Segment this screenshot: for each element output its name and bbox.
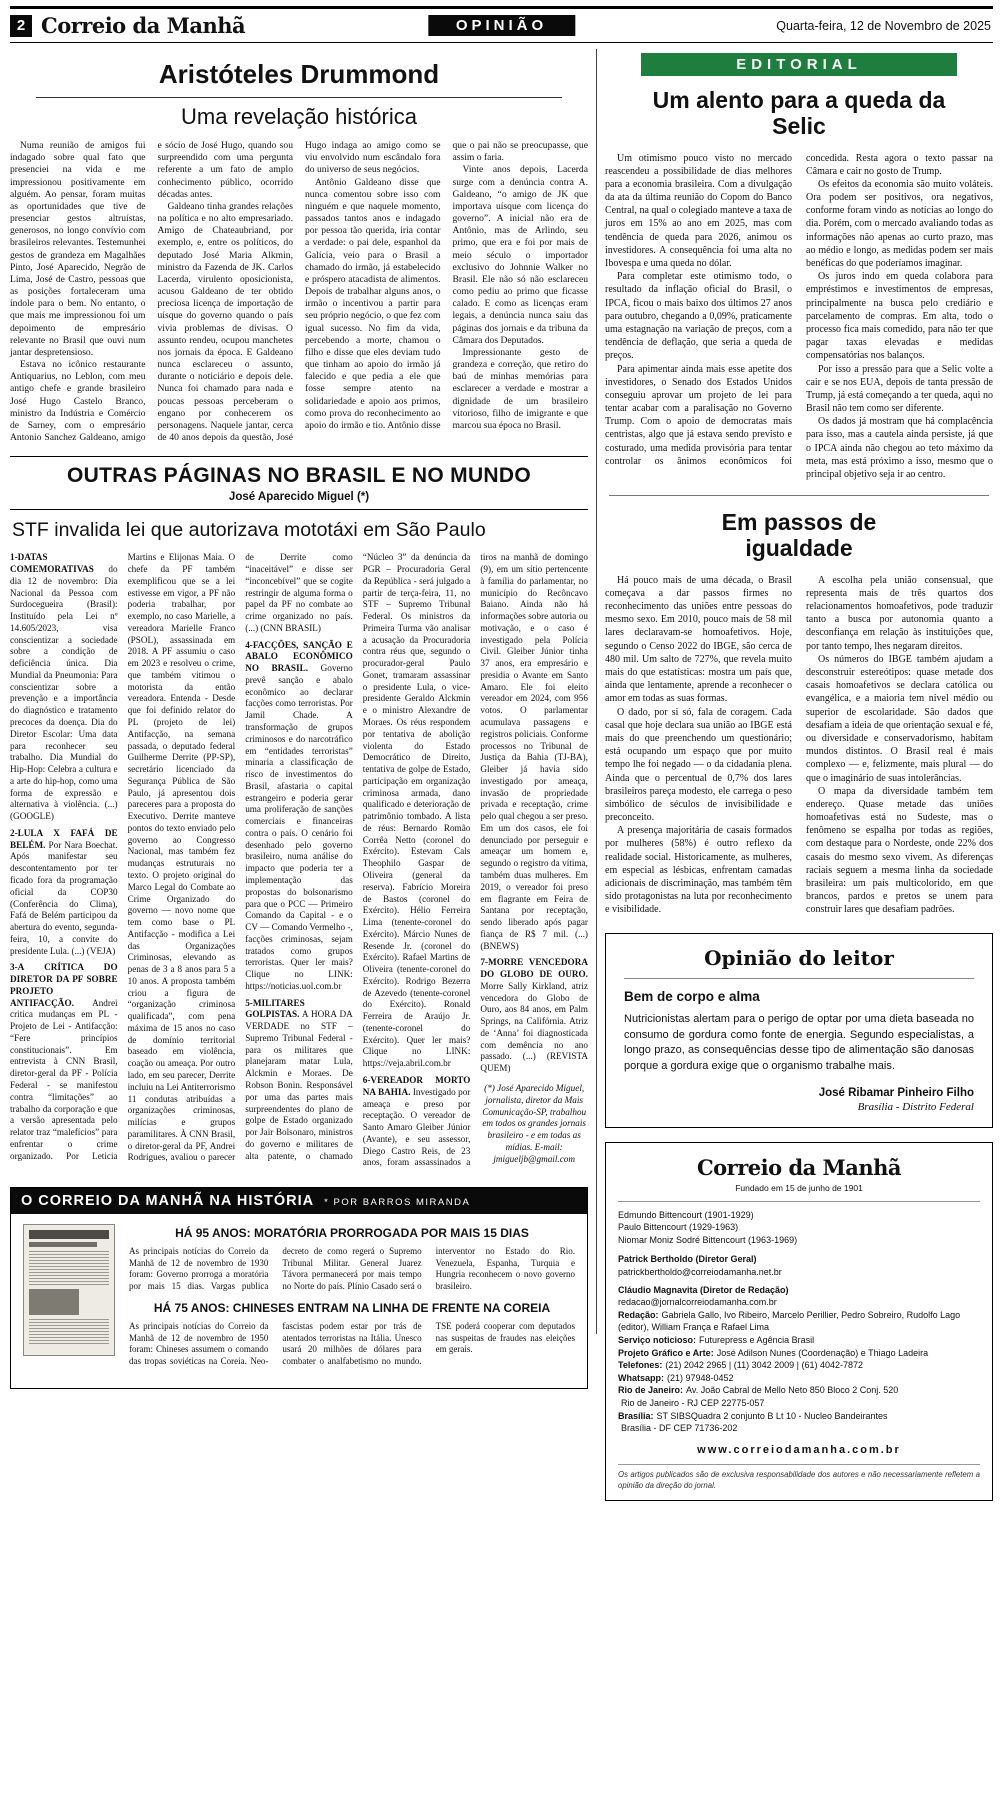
item-body: do dia 12 de novembro: Dia Nacional da Pessoa com Surdocegueira (Brasil): Instituído pela Lei nº 14.605/2023, visa conscientizar a sociedade sobre a condição de deficiência única. Dia Mundial da Pneumonia: Para conscientizar sobre a prevenção e a importância do diagnóstico e tratamento precoces da doença. Dia do Diretor Escolar: Uma data para reconhecer seu trabalho. Dia Mundial do Hip-Hop: Celebra a cultura e a arte do hip-hop, como uma forma de expressão e alternativa à violência. (...) (GOOGLE): [10, 564, 118, 822]
staff-line: [618, 1372, 980, 1385]
staff-line-label: Whatsapp:: [618, 1372, 664, 1383]
item-lead: 6-VEREADOR MORTO NA BAHIA.: [362, 1074, 471, 1097]
history-header: [11, 1188, 587, 1214]
history-item-heading: HÁ 75 ANOS: CHINESES ENTRAM NA LINHA DE FRENTE NA COREIA: [153, 1300, 551, 1315]
reader-opinion-title: Opinião do leitor: [704, 945, 894, 970]
editorial-flag: EDITORIAL: [641, 53, 957, 76]
column-author-name: Aristóteles Drummond: [158, 59, 440, 89]
address-line-label: Rio de Janeiro:: [618, 1385, 684, 1396]
item-lead: 4-FACÇÕES, SANÇÃO E ABALO ECONÔMICO NO BRASIL.: [245, 639, 353, 674]
section-title: OUTRAS PÁGINAS NO BRASIL E NO MUNDO: [67, 464, 531, 488]
article-paragraph: Há pouco mais de uma década, o Brasil começava a dar passos firmes no reconhecimento das uniões entre pessoas do mesmo sexo. Em 2010, pouco mais de 58 mil lares declaravam-se homoafetivos. Hoje, segundo o Censo 2022 do IBGE, são cerca de 480 mil. Um salto de 727%, que revela muito mais do que estatísticas: mostra um país que, ainda que lentamente, aprende a reconhecer o amor em todas as suas formas.: [605, 574, 792, 705]
section-flag: OPINIÃO: [428, 15, 575, 36]
news-item: [10, 552, 118, 823]
thumbnail-headline: [29, 1242, 97, 1247]
director-email[interactable]: patrickbertholdo@correiodamanha.net.br: [618, 1266, 782, 1277]
letter-body: Nutricionistas alertam para o perigo de optar por uma dieta baseada no consumo de gordura como fonte de energia. Segundo especialistas, a longo prazo, as consequências desse tipo de alimentação são danosas porque a gordura exige que o organismo trabalhe mais.: [624, 1012, 974, 1073]
editor-line: Cláudio Magnavita (Diretor de Redação): [618, 1284, 789, 1295]
staff-line: [618, 1347, 980, 1360]
item-body: Investigado por ameaça e preso por receptação. O vereador de Santo Amaro Gleiber Júnior (Avante), e seu assessor, Diego Castro Reis, de 23 anos, foram assassinados a tiros na manhã de domingo (9), em um sítio pertencente à família do parlamentar, no município do Recôncavo Baiano. Ainda não há informações sobre autoria ou motivação, e o caso é investigado pela Polícia Civil. Gleiber Júnior tinha 37 anos, era empresário e presidia o Avante em Santo Amaro. Ele foi eleito vereador em 2024, com 956 votos. O parlamentar acumulava passagens e registros policiais. Conforme processos no Tribunal de Justiça da Bahia (TJ-BA), Gleiber já havia sido investigado por ameaça, invasão de propriedade privada e receptação, crime pelo qual chegou a ser preso. Em um dos casos, ele foi denunciado por perseguir e ameaçar um homem e, segundo o registro da vítima, também duas mulheres. Em 2019, o vereador foi preso em flagrante em Feira de Santana por receptação, sendo liberado após pagar fiança de R$ 7 mil. (...) (BNEWS): [362, 552, 588, 1168]
reader-opinion-box: [605, 933, 993, 1129]
founders-list: [618, 1209, 980, 1247]
article-paragraph: Estava no icônico restaurante Antiquarius, no Leblon, com meu antigo chefe e grande brasileiro José Hugo Castelo Branco, ministro da Indústria e Comércio de Sarney, com o empresário Antonio Sanchez Galdeano, amigo e sócio de José Hugo, quando sou surpreendido com uma pergunta referente a um fato de amplo conhecimento público, ocorrido décadas antes.: [10, 140, 293, 444]
horizontal-rule: [10, 509, 588, 510]
editorial-body: [605, 152, 993, 482]
thumbnail-text-lines: [29, 1319, 109, 1345]
address-line: [618, 1422, 980, 1435]
letter-title: Bem de corpo e alma: [624, 988, 760, 1004]
editorial-title: Um alento para a queda da Selic: [652, 87, 946, 139]
address-line-text: Brasília - DF CEP 71736-202: [621, 1423, 738, 1434]
website-link[interactable]: www.correiodamanha.com.br: [697, 1443, 901, 1456]
masthead-founded: Fundado em 15 de junho de 1901: [618, 1183, 980, 1202]
article-paragraph: O dado, por si só, fala de coragem. Cada casal que hoje declara sua união ao IBGE está mais do que preenchendo um questionário; está ocupando um espaço que por muito tempo lhe foi negado — o da cidadania plena. Ainda que o percentual de 0,7% dos lares brasileiros pareça modesto, ele carrega o peso simbólico de séculos de invisibilidade e preconceito.: [605, 706, 792, 824]
history-item: [129, 1301, 575, 1368]
staff-line: [618, 1334, 980, 1347]
outras-paginas-section: [10, 456, 588, 1169]
address-line-text: Rio de Janeiro - RJ CEP 22775-057: [621, 1397, 765, 1408]
item-lead: 3-A CRÍTICA DO DIRETOR DA PF SOBRE PROJETO ANTIFACÇÃO.: [10, 962, 118, 1008]
staff-line-text: (21) 97948-0452: [667, 1372, 734, 1383]
article-paragraph: Os números do IBGE também ajudam a desconstruir estereótipos: quase metade dos casais homoafetivos se declara católica ou evangélica, e a maioria tem nível médio ou superior de escolaridade. São dados que desafiam a ideia de que orientação sexual e fé, ou diversidade e conservadorismo, habitam mundos distintos. O Brasil real é mais complexo — e, felizmente, mais plural — do que o imaginário de suas intolerâncias.: [806, 653, 993, 784]
article-paragraph: Para apimentar ainda mais esse apetite dos investidores, o Senado dos Estados Unidos conseguiu aprovar um projeto de lei para tentar acabar com a paralisação no Governo Trump. Com o apoio de democratas mais centristas, algo que já estava sendo previsto e costurado, uma medida provisória para tentar controlar os ânimos econômicos foi concedida. Resta agora o texto passar na Câmara e cair no gosto de Trump.: [605, 152, 993, 467]
article-paragraph: Os dados já mostram que há complacência para isso, mas a cautela ainda persiste, já que o IPCA ainda não chegou ao teto máximo da meta, mas está próximo a isso, mesmo que o principal objetivo seja ir ao centro.: [806, 416, 993, 480]
staff-line-label: Projeto Gráfico e Arte:: [618, 1347, 714, 1358]
history-item-body: As principais notícias do Correio da Manhã de 12 de novembro de 1930 foram: Governo prorroga a moratória por mais 15 dias. Vargas publica decreto de como regerá o Supremo Tribunal Militar. General Juarez Távora permanecerá por mais tempo no Norte do país. Plínio Casado será o interventor no Estado do Rio. Venezuela, Espanha, Turquia e Hungria reconhecem o novo governo brasileiro.: [129, 1246, 575, 1292]
thumbnail-masthead: [29, 1230, 109, 1239]
article-paragraph: Um otimismo pouco visto no mercado reascendeu a possibilidade de dias melhores para a economia brasileira. Com a divulgação da ata da última reunião do Copom do Banco Central, na qual o colegiado manteve a taxa de juros em 15% ao ano em 2025, mas com tendência de queda para 2026, animou os investidores. A consequência foi uma alta no Ibovespa e uma queda no dólar.: [605, 152, 792, 269]
item-body: Governo prevê sanção e abalo econômico ao declarar facções como terroristas. Por Jamil Chade. A transformação de grupos criminosos e do narcotráfico em “entidades terroristas” minaria a classificação de risco de investimentos do Brasil, afastaria o capital estrangeiro e poderia gerar uma proliferação de sanções comerciais e financeiras contra o país. O cenário foi desenhado pelo governo brasileiro, numa análise do impacto que poderia ter a implementação das propostas do bolsonarismo para que o PCC — Primeiro Comando da Capital - e o CV — Comando Vermelho -, facções criminosas, sejam tratados como grupos terroristas. Quer ler mais? Clique no LINK: https://noticias.uol.com.br: [245, 663, 353, 991]
item-body: Andrei critica mudanças em PL - Projeto de Lei - Antifacção: “Fere princípios constitucionais”. Em entrevista à CNN Brasil, diretor-geral da PF - Polícia Federal - se manifestou contra “limitações” ao trabalho da corporação e que a versão apresentada pelo relator traz “malefícios” para enfrentar o crime organizado. Por Leticia Martins e Elijonas Maia. O chefe da PF também exemplificou que se a lei estivesse em vigor, a PF não poderia trabalhar, por exemplo, no caso Marielle, a vereadora Marielle Franco (PSOL), assassinada em 2018. A PF assumiu o caso em 2023 e resolveu o crime, que também vitimou o motorista da então vereadora. Entenda - Desde que foi definido relator do PL (projeto de lei) Antifacção, na semana passada, o deputado federal Guilherme Derrite (PP-SP), secretário licenciado da Segurança Pública de São Paulo, já apresentou dois pareceres para a proposta do Executivo. Derrite manteve pontos do texto enviado pelo governo ao Congresso Nacional, mas também fez mudanças estruturais no texto. O projeto original do Marco Legal do Combate ao Crime Organizado do governo — novo nome que tem como base o PL Antifacção - modifica a Lei das Organizações Criminosas, elevando as penas de 3 a 8 anos para 5 a 10 anos. A proposta também criou a figura de “organização criminosa qualificada”, com pena máxima de 15 anos no caso de domínio territorial baseado em violência, coação ou ameaça. Por outro lado, em seu parecer, Derrite incluiu na Lei Antiterrorismo 11 condutas atribuídas a organizações criminosas, milícias e grupos paramilitares. À CNN Brasil, o diretor-geral da PF, Andrei Rodrigues, avaliou o parecer de Derrite como “inaceitável” e disse ser “inconcebível” que se cogite restringir de alguma forma o papel da PF no combate ao crime organizado no país. (...) (CNN BRASIL): [10, 552, 353, 1163]
article-paragraph: Antônio Galdeano disse que nunca comentou sobre isso com ninguém e que naquele momento, passados tantos anos e indagado por pessoa tão querida, iria contar a verdade: o pai dele, espanhol da Galícia, veio para o Brasil a chamado do irmão, já estabelecido e próspero atacadista de alimentos. Depois de trabalhar alguns anos, o irmão o incentivou a partir para seu próprio negócio, o que fez com igual sucesso. No fim da vida, percebendo a morte, chamou o filho e disse que eles deviam tudo que tinham ao apoio do irmão já falecido e que pedia a ele que fosse sempre atento na solidariedade e apoio aos primos, como prova do reconhecimento ao apoio do irmão e tio. Antônio disse que o pai não se preocupasse, que assim o faria.: [305, 140, 588, 431]
article-body: [10, 140, 588, 444]
history-item-body: As principais notícias do Correio da Manhã de 12 de novembro de 1950 foram: Chineses assumem o comando das tropas soviéticas na Coreia. Neo-fascistas podem estar por trás de atentados terroristas na Itália. Unesco usará 20 milhões de dólares para combater o analfabetismo no mundo. TSE poderá cooperar com deputados nas suspeitas de fraudes nas eleições em gerais.: [129, 1320, 575, 1366]
masthead-logo: Correio da Manhã: [696, 1155, 902, 1181]
staff-line: [618, 1309, 980, 1334]
page-header: [10, 6, 993, 43]
masthead-disclaimer: Os artigos publicados são de exclusiva responsabilidade dos autores e não necessariamente refletem a opinião da direção do jornal.: [618, 1464, 980, 1492]
item-body: A HORA DA VERDADE no STF – Supremo Tribunal Federal - para os militares que planejaram matar Lula, Alckmin e Moraes. De Robson Bonin. Responsável por uma das partes mais surpreendentes do plano de golpe de Estado organizado por Jair Bolsonaro, ministros do governo e militares de alta patente, o chamado “Núcleo 3” da denúncia da PGR – Procuradoria Geral da República - será julgado a partir de terça-feira, 11, no STF – Supremo Tribunal Federal. Os ministros da Primeira Turma vão analisar a acusação da Procuradoria contra réus que, segundo o procurador-geral Paulo Gonet, tramaram assassinar o presidente Lula, o vice-presidente Geraldo Alckmin e o ministro Alexandre de Moraes. Os réus respondem por tentativa de abolição violenta do Estado Democrático de Direito, tentativa de golpe de Estado, participação em organização criminosa armada, dano qualificado e deterioração de patrimônio tombado. A lista de réus: Bernardo Romão Corrêa Netto (coronel do Exército). Estevam Cals Theophilo Gaspar de Oliveira (general da reserva). Fabrício Moreira de Bastos (coronel do Exército). Hélio Ferreira Lima (tenente-coronel do Exército). Márcio Nunes de Resende Jr. (coronel do Exército). Rafael Martins de Oliveira (tenente-coronel do Exército). Rodrigo Bezerra de Azevedo (tenente-coronel do Exército). Ronald Ferreira de Araújo Jr. (tenente-coronel do Exército). Quer ler mais? Clique no LINK: https://veja.abril.com.br: [245, 552, 471, 1161]
news-item: [10, 828, 118, 957]
horizontal-rule: [624, 978, 974, 979]
article-paragraph: Numa reunião de amigos fui indagado sobre qual fato que presenciei na vida e me impressionou positivamente em alguém. Ao pensar, foram muitas as oportunidades que tive de presenciar gestos altruístas, generosos, no longo convívio com brasileiros relevantes. Testemunhei gestos de grandeza em Magalhães Pinto, José Aparecido, Negrão de Lima, José de Castro, pessoas que as posições fortaleceram uma índole para o bem. No entanto, o que mais me impressionou foi um depoimento de empresário relevante no Brasil que ouvi num jantar despretensioso.: [10, 140, 146, 358]
article-title: Uma revelação histórica: [181, 104, 417, 129]
address-line-label: Brasília:: [618, 1410, 654, 1421]
second-editorial-title: Em passos de igualdade: [721, 509, 877, 561]
history-item-heading: HÁ 95 ANOS: MORATÓRIA PRORROGADA POR MAIS 15 DIAS: [175, 1226, 529, 1241]
staff-line-text: (21) 2042 2965 | (11) 3042 2009 | (61) 4042-7872: [665, 1360, 863, 1371]
item-lead: 5-MILITARES GOLPISTAS.: [245, 997, 305, 1020]
article-paragraph: Por isso a pressão para que a Selic volte a cair e se nos EUA, depois de tanta pressão de Trump, já está começando a ter queda, aqui no Brasil não tem como ser diferente.: [806, 363, 993, 415]
address-line-text: ST SIBSQuadra 2 conjunto B Lt 10 - Nucleo Bandeirantes: [656, 1410, 888, 1421]
horizontal-rule: [609, 495, 989, 496]
article-paragraph: Os efeitos da economia são muito voláteis. Ora podem ser positivos, ora negativos, conforme foram vindo as notícias ao longo do dia. Porém, com o mercado avaliando todas as informações não apenas ao curto prazo, mas ao médio e longo, as medidas podem ser mais benéficas do que poderíamos imaginar.: [806, 178, 993, 269]
article-paragraph: Vinte anos depois, Lacerda surge com a denúncia contra A. Galdeano, “o amigo de JK que importava uísque com licença do governo”. A inicial não era de Antônio, mas de Arlindo, seu primo, que era e foi por mais de meio século o importador exclusivo do Johnnie Walker no Brasil. Ele não só não esclareceu como pediu ao primo que ficasse calado. E como as licenças eram legais, a denúncia nunca saiu das páginas dos jornais e da tribuna da Câmara dos Deputados.: [452, 164, 588, 346]
second-editorial-body: [605, 574, 993, 917]
news-item: [480, 957, 588, 1075]
item-lead: 1-DATAS COMEMORATIVAS: [10, 552, 94, 575]
article-paragraph: Galdeano tinha grandes relações na política e no alto empresariado. Amigo de Chateaubriand, por exemplo, e, entre os políticos, do deputado José Maria Alkmin, ministro da Fazenda de JK. Carlos Lacerda, virulento oposicionista, acusou Galdeano de ter obtido preciosa licença de importação de uísque do governo quando o país vivia problemas de divisas. O assunto rendeu, ocupou manchetes nos jornais da época. E Galdeano nunca esclareceu o assunto, durante o noticiário e depois dele. Nunca foi chamado para nada e poucas pessoas perceberam o engano por conhecerem os personagens. Naquele jantar, cerca de 40 anos depois da questão, José Hugo indaga ao amigo como se viu envolvido num escândalo fora do universo de seus negócios.: [157, 140, 441, 444]
staff-line-label: Serviço noticioso:: [618, 1334, 697, 1345]
newspaper-logo: Correio da Manhã: [41, 13, 246, 38]
news-headline: STF invalida lei que autorizava mototáxi em São Paulo: [12, 519, 486, 542]
right-section: [605, 47, 993, 1501]
staff-line-text: Gabriela Gallo, Ivo Ribeiro, Marcelo Perillier, Pedro Sobreiro, Rudolfo Lago (editor), William França e Rafael Lima: [618, 1309, 961, 1333]
masthead-box: [605, 1142, 993, 1501]
staff-line-label: Telefones:: [618, 1360, 663, 1371]
history-item: [129, 1226, 575, 1293]
staff-line-label: Redação:: [618, 1309, 659, 1320]
thumbnail-photo: [29, 1289, 79, 1315]
history-title: O CORREIO DA MANHÃ NA HISTÓRIA: [21, 1193, 315, 1210]
horizontal-rule: [36, 97, 562, 98]
news-items: [10, 552, 588, 1169]
article-paragraph: Impressionante gesto de grandeza e correção, que retiro do baú de minhas memórias para esclarecer a verdade e mostrar a dignidade de um brasileiro vitorioso, filho de imigrante e que marcou sua época no Brasil.: [452, 346, 588, 431]
article-paragraph: Para completar este otimismo todo, o resultado da inflação oficial do Brasil, o IPCA, ficou o mais baixo dos últimos 27 anos para outubro, chegando a 0,09%, praticamente uma estagnação na variação de preços, com a tendência de deflação, que seria a queda de preços.: [605, 271, 792, 362]
article-paragraph: A presença majoritária de casais formados por mulheres (58%) é outro reflexo da realidade social. Historicamente, as mulheres, em especial as lésbicas, enfrentam camadas adicionais de discriminação, mas também têm sido protagonistas na luta por reconhecimento e visibilidade.: [605, 825, 792, 916]
address-line: [618, 1410, 980, 1423]
founder-line: Edmundo Bittencourt (1901-1929): [618, 1209, 754, 1220]
staff-line: [618, 1359, 980, 1372]
history-box: [10, 1187, 588, 1389]
staff-line-text: Futurepress e Agência Brasil: [699, 1334, 815, 1345]
column-divider: [596, 49, 597, 1334]
historic-front-page-image: [23, 1224, 115, 1356]
left-section: [10, 47, 588, 1501]
editor-email[interactable]: redacao@jornalcorreiodamanha.com.br: [618, 1297, 777, 1308]
letter-location: Brasília - Distrito Federal: [857, 1101, 974, 1114]
history-byline: * POR BARROS MIRANDA: [324, 1197, 471, 1209]
news-item: [245, 640, 353, 993]
founder-line: Niomar Moniz Sodré Bittencourt (1963-1969): [618, 1234, 798, 1245]
author-footnote: (*) José Aparecido Miguel, jornalista, diretor da Mais Comunicação-SP, trabalhou em todos os grandes jornais brasileiro - e em todas as mídias. E-mail: jmigueljb@gmail.com: [482, 1082, 587, 1164]
founder-line: Paulo Bittencourt (1929-1963): [618, 1222, 739, 1233]
article-paragraph: A escolha pela união consensual, que representa mais de três quartos dos relacionamentos homoafetivos, pode traduzir tanto a busca por autonomia quanto a desconfiança em relação às instituições que, por tanto tempo, lhes negaram direitos.: [806, 574, 993, 652]
staff-line-text: José Adilson Nunes (Coordenação) e Thiago Ladeira: [716, 1347, 929, 1358]
page-number-badge: 2: [10, 15, 32, 37]
address-line-text: Av. João Cabral de Mello Neto 850 Bloco 2 Conj. 520: [686, 1385, 899, 1396]
page-body: [10, 47, 993, 1501]
item-body: Morre Sally Kirkland, atriz vencedora do Globo de Ouro, aos 84 anos, em Palm Springs, na Califórnia. Atriz de ‘Anna’ foi diagnosticada com demência no ano passado. (...) (REVISTA QUEM): [480, 980, 588, 1074]
edition-date: Quarta-feira, 12 de Novembro de 2025: [776, 18, 991, 33]
address-line: [618, 1397, 980, 1410]
director-line: Patrick Bertholdo (Diretor Geral): [618, 1254, 757, 1265]
article-paragraph: O mapa da diversidade também tem endereço. Quase metade das uniões homoafetivas está no Sudeste, mas o fenômeno se espalha por todas as regiões, com destaque para o Nordeste, onde 22% dos casais do mesmo sexo vivem. As diferenças raciais seguem a mesma linha da sociedade brasileira: um país multicolorido, em que brancos, pardos e pretos se unem para construir lares que desafiam padrões.: [806, 785, 993, 916]
item-body: Por Nara Boechat. Após manifestar seu descontentamento por ter ficado fora da programação oficial da COP30 (Conferência do Clima), Fafá de Belém participou da abertura do evento, segunda-feira, 10, a convite do presidente Lula. (...) (VEJA): [10, 839, 118, 956]
address-line: [618, 1384, 980, 1397]
letter-signature: José Ribamar Pinheiro Filho: [818, 1087, 974, 1100]
item-lead: 2-LULA X FAFÁ DE BELÉM.: [10, 827, 118, 850]
section-byline: José Aparecido Miguel (*): [228, 491, 370, 504]
thumbnail-text-lines: [29, 1251, 109, 1285]
article-paragraph: Os juros indo em queda colabora para empréstimos e investimentos de empresas, principalmente na busca pelo crediário e parcelamento de compras. Em alta, todo o processo fica mais comedido, para não ter que pagar taxas elevadas e medidas compensatórias nos balanços.: [806, 271, 993, 362]
item-lead: 7-MORRE VENCEDORA DO GLOBO DE OURO.: [480, 957, 588, 980]
